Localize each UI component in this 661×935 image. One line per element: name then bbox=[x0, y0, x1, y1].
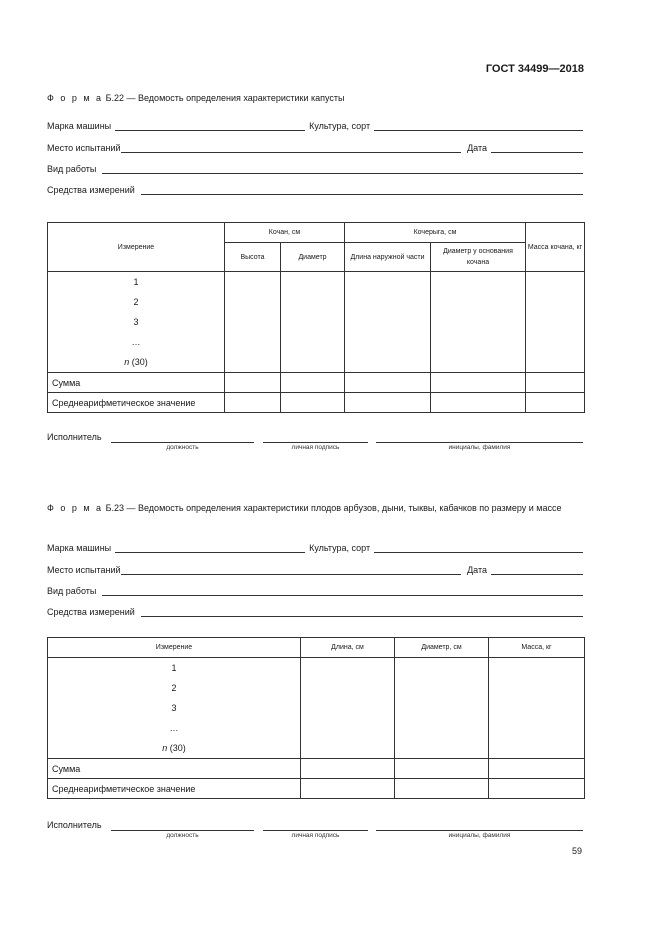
table-cell[interactable] bbox=[225, 373, 281, 393]
culture-field[interactable] bbox=[374, 121, 583, 131]
form1-signature bbox=[47, 432, 583, 456]
table-cell[interactable] bbox=[489, 759, 585, 779]
form2-row-means bbox=[47, 603, 583, 617]
form2-signature bbox=[47, 820, 583, 844]
table-cell[interactable] bbox=[526, 393, 585, 413]
table-cell[interactable] bbox=[395, 759, 489, 779]
row-index-n bbox=[48, 738, 300, 758]
form1-prefix: Ф о р м а bbox=[47, 93, 104, 103]
table-cell[interactable] bbox=[345, 373, 431, 393]
th-measure: Измерение bbox=[48, 223, 225, 272]
form1-row-means bbox=[47, 181, 583, 195]
work-field[interactable] bbox=[102, 586, 583, 596]
form2-row-place bbox=[47, 561, 583, 575]
machine-label: Марка машины bbox=[47, 543, 112, 553]
page-number: 59 bbox=[571, 846, 582, 856]
place-label: Место испытаний bbox=[47, 565, 121, 575]
row-indices-cell bbox=[48, 658, 301, 759]
document-code: ГОСТ 34499—2018 bbox=[485, 63, 584, 75]
row-index-n bbox=[48, 352, 224, 372]
culture-label: Культура, сорт bbox=[309, 121, 371, 131]
th-diameter: Диаметр bbox=[281, 243, 345, 272]
date-label: Дата bbox=[467, 143, 487, 153]
table-cell[interactable] bbox=[281, 393, 345, 413]
form2-title bbox=[47, 502, 583, 514]
culture-field[interactable] bbox=[374, 543, 583, 553]
table-cell[interactable] bbox=[225, 393, 281, 413]
form1-row-work bbox=[47, 160, 583, 174]
form2-table bbox=[47, 637, 585, 799]
machine-label: Марка машины bbox=[47, 121, 112, 131]
signature-caption: личная подпись bbox=[291, 444, 340, 451]
form2-row-machine bbox=[47, 539, 583, 553]
form1-title bbox=[47, 92, 583, 104]
means-label: Средства измерений bbox=[47, 607, 135, 617]
th-mass: Масса, кг bbox=[489, 638, 585, 658]
table-cell[interactable] bbox=[431, 373, 526, 393]
machine-field[interactable] bbox=[115, 121, 305, 131]
table-cell[interactable] bbox=[395, 779, 489, 799]
row-index: 2 bbox=[171, 683, 177, 693]
row-index: … bbox=[169, 723, 179, 733]
work-label: Вид работы bbox=[47, 586, 97, 596]
table-cell[interactable] bbox=[489, 779, 585, 799]
signature-caption: личная подпись bbox=[291, 832, 340, 839]
row-index: 3 bbox=[133, 317, 139, 327]
th-measure: Измерение bbox=[48, 638, 301, 658]
th-kochan: Кочан, см bbox=[225, 223, 345, 243]
form1-table bbox=[47, 222, 585, 413]
means-field[interactable] bbox=[141, 607, 583, 617]
executor-label: Исполнитель bbox=[47, 432, 102, 442]
th-diameter: Диаметр, см bbox=[395, 638, 489, 658]
n-letter: n bbox=[162, 743, 168, 753]
signature-field[interactable] bbox=[263, 432, 368, 443]
mean-label: Среднеарифметическое значение bbox=[48, 779, 301, 799]
means-label: Средства измерений bbox=[47, 185, 135, 195]
th-kocheryga: Кочерыга, см bbox=[345, 223, 526, 243]
row-index: 1 bbox=[171, 663, 177, 673]
sum-label: Сумма bbox=[48, 373, 225, 393]
form2-title-text: Б.23 — Ведомость определения характеристики плодов арбузов, дыни, тыквы, кабачков по размеру и массе bbox=[105, 503, 562, 513]
row-index: 1 bbox=[133, 277, 139, 287]
executor-label: Исполнитель bbox=[47, 820, 102, 830]
form1-title-text: Б.22 — Ведомость определения характеристики капусты bbox=[105, 93, 345, 103]
table-cell[interactable] bbox=[489, 658, 585, 759]
means-field[interactable] bbox=[141, 185, 583, 195]
work-field[interactable] bbox=[102, 164, 583, 174]
position-caption: должность bbox=[166, 444, 199, 451]
initials-caption: инициалы, фамилия bbox=[448, 444, 511, 451]
table-cell[interactable] bbox=[431, 272, 526, 373]
th-length: Длина, см bbox=[301, 638, 395, 658]
table-cell[interactable] bbox=[431, 393, 526, 413]
initials-field[interactable] bbox=[376, 820, 583, 831]
table-cell[interactable] bbox=[281, 373, 345, 393]
th-base-diameter: Диаметр у основания кочана bbox=[431, 243, 526, 272]
n-value: (30) bbox=[131, 357, 148, 367]
date-field[interactable] bbox=[491, 143, 583, 153]
form1-row-machine bbox=[47, 117, 583, 131]
table-cell[interactable] bbox=[345, 272, 431, 373]
row-index: 3 bbox=[171, 703, 177, 713]
date-label: Дата bbox=[467, 565, 487, 575]
form2-row-work bbox=[47, 582, 583, 596]
position-field[interactable] bbox=[111, 820, 254, 831]
place-field[interactable] bbox=[121, 143, 462, 153]
sum-label: Сумма bbox=[48, 759, 301, 779]
form1-row-place bbox=[47, 139, 583, 153]
table-cell[interactable] bbox=[301, 759, 395, 779]
position-field[interactable] bbox=[111, 432, 254, 443]
n-value: (30) bbox=[169, 743, 186, 753]
n-letter: n bbox=[124, 357, 130, 367]
machine-field[interactable] bbox=[115, 543, 305, 553]
th-height: Высота bbox=[225, 243, 281, 272]
place-label: Место испытаний bbox=[47, 143, 121, 153]
table-cell[interactable] bbox=[301, 658, 395, 759]
position-caption: должность bbox=[166, 832, 199, 839]
table-cell[interactable] bbox=[345, 393, 431, 413]
form2-prefix: Ф о р м а bbox=[47, 503, 104, 513]
initials-caption: инициалы, фамилия bbox=[448, 832, 511, 839]
row-index: 2 bbox=[133, 297, 139, 307]
mean-label: Среднеарифметическое значение bbox=[48, 393, 225, 413]
table-cell[interactable] bbox=[395, 658, 489, 759]
th-mass: Масса кочана, кг bbox=[526, 223, 585, 272]
initials-field[interactable] bbox=[376, 432, 583, 443]
table-cell[interactable] bbox=[526, 373, 585, 393]
table-cell[interactable] bbox=[301, 779, 395, 799]
signature-field[interactable] bbox=[263, 820, 368, 831]
table-cell[interactable] bbox=[225, 272, 281, 373]
table-cell[interactable] bbox=[526, 272, 585, 373]
place-field[interactable] bbox=[121, 565, 462, 575]
date-field[interactable] bbox=[491, 565, 583, 575]
row-index: … bbox=[131, 337, 141, 347]
row-indices-cell bbox=[48, 272, 225, 373]
work-label: Вид работы bbox=[47, 164, 97, 174]
table-cell[interactable] bbox=[281, 272, 345, 373]
culture-label: Культура, сорт bbox=[309, 543, 371, 553]
th-outer-length: Длина наружной части bbox=[345, 243, 431, 272]
